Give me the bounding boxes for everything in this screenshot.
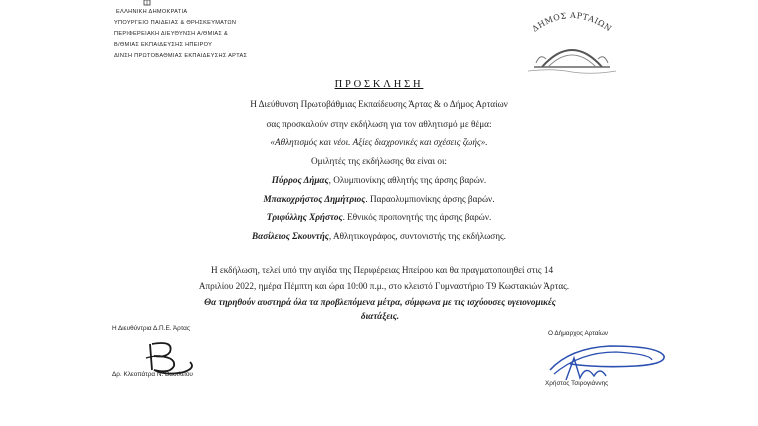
speaker-name: Μπακοχρήστος Δημήτριος (263, 194, 366, 204)
health-notice-line-2: διατάξεις. (360, 311, 400, 321)
speaker-name: Πύρρος Δήμας (271, 175, 329, 185)
mayor-signature-icon (540, 340, 670, 384)
speaker-name: Τριφύλλης Χρήστος (266, 212, 343, 222)
speaker-desc: , Αθλητικογράφος, συντονιστής της εκδήλωσης. (328, 231, 506, 241)
speaker-name: Βασίλειος Σκουντής (252, 231, 329, 241)
event-theme: «Αθλητισμός και νέοι. Αξίες διαχρονικές και σχέσεις ζωής». (270, 137, 488, 147)
speaker-4 (0, 231, 758, 241)
header-line-republic: ΕΛΛΗΝΙΚΗ ΔΗΜΟΚΡΑΤΙΑ (116, 9, 188, 15)
svg-text:ΔΗΜΟΣ ΑΡΤΑΙΩΝ (531, 11, 614, 34)
mayor-title: Ο Δήμαρχος Αρταίων (548, 330, 609, 337)
header-line-regional: ΠΕΡΙΦΕΡΕΙΑΚΗ ΔΙΕΥΘΥΝΣΗ Α/ΘΜΙΑΣ & (114, 31, 229, 37)
mayor-name: Χρήστος Τσιρογιάννης (545, 380, 609, 387)
speaker-3 (0, 212, 758, 222)
health-notice-line-1: Θα τηρηθούν αυστηρά όλα τα προβλεπόμενα μέτρα, σύμφωνα με τις ισχύουσες υγειονομικές (204, 297, 556, 307)
director-name: Δρ. Κλεοπάτρα Ν. Βασιλείου (112, 371, 193, 378)
speakers-intro: Ομιλητές της εκδήλωσης θα είναι οι: (311, 156, 447, 166)
speaker-1 (0, 175, 758, 185)
coat-of-arms-icon (140, 0, 154, 6)
logo-text: ΔΗΜΟΣ ΑΡΤΑΙΩΝ (530, 10, 614, 34)
intro-line-2: σας προσκαλούν στην εκδήλωση για τον αθλητισμό με θέμα: (266, 119, 492, 129)
intro-line-1: Η Διεύθυνση Πρωτοβάθμιας Εκπαίδευσης Άρτας & ο Δήμος Αρταίων (250, 99, 508, 109)
speaker-2 (0, 194, 758, 204)
speaker-desc: . Παραολυμπιονίκης άρσης βαρών. (365, 194, 495, 204)
director-title: Η Διευθύντρια Δ.Π.Ε. Άρτας (112, 325, 190, 332)
event-details-line-2: Απριλίου 2022, ημέρα Πέμπτη και ώρα 10:00 π.μ., στο κλειστό Γυμναστήριο Τ9 Κωστακιών Άρτας. (198, 281, 570, 291)
header-line-secondary: Β/ΘΜΙΑΣ ΕΚΠΑΙΔΕΥΣΗΣ ΗΠΕΙΡΟΥ (114, 42, 213, 48)
header-line-ministry: ΥΠΟΥΡΓΕΙΟ ΠΑΙΔΕΙΑΣ & ΘΡΗΣΚΕΥΜΑΤΩΝ (114, 20, 237, 26)
event-details-line-1: Η εκδήλωση, τελεί υπό την αιγίδα της Περιφέρειας Ηπείρου και θα πραγματοποιηθεί στις 14 (210, 265, 554, 275)
speaker-desc: . Εθνικός προπονητής της άρσης βαρών. (342, 212, 492, 222)
page-title: ΠΡΟΣΚΛΗΣΗ (334, 79, 424, 90)
header-line-directorate: ΔΙΝΣΗ ΠΡΩΤΟΒΑΘΜΙΑΣ ΕΚΠΑΙΔΕΥΣΗΣ ΑΡΤΑΣ (114, 53, 248, 59)
speaker-desc: , Ολυμπιονίκης αθλητής της άρσης βαρών. (328, 175, 487, 185)
bridge-of-arta-logo-icon (512, 1, 632, 75)
